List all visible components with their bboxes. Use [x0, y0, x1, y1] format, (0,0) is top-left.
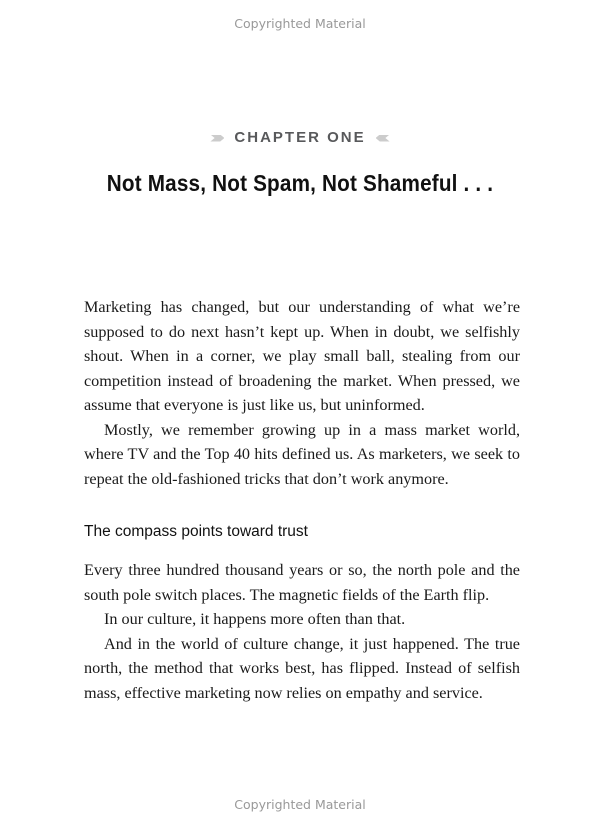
paragraph: Every three hundred thousand years or so, the north pole and the south pole switch places. The magnetic fields of the Earth flip.	[84, 561, 520, 604]
chapter-title: Not Mass, Not Spam, Not Shameful . . .	[106, 170, 494, 196]
ornament-left-arrow-icon	[376, 135, 390, 142]
copyright-watermark-top: Copyrighted Material	[234, 16, 366, 31]
paragraph: Mostly, we remember growing up in a mass market world, where TV and the Top 40 hits defined us. As marketers, we seek to repeat the old-fashioned tricks that don’t work anymore.	[84, 420, 520, 488]
section-1-body	[84, 295, 520, 491]
copyright-watermark-bottom: Copyrighted Material	[234, 797, 366, 812]
chapter-label	[0, 129, 600, 146]
section-2-body	[84, 558, 520, 705]
paragraph: Marketing has changed, but our understanding of what we’re supposed to do next hasn’t kept up. When in doubt, we selfishly shout. When in a corner, we play small ball, stealing from our competition instead of broadening the market. When pressed, we assume that everyone is just like us, but uninformed.	[84, 298, 520, 414]
ornament-right-arrow-icon	[210, 135, 224, 142]
section-heading: The compass points toward trust	[84, 523, 308, 540]
paragraph: And in the world of culture change, it just happened. The true north, the method that works best, has flipped. Instead of selfish mass, effective marketing now relies on empathy and service.	[84, 634, 520, 702]
chapter-label-text: CHAPTER ONE	[234, 129, 366, 146]
paragraph: In our culture, it happens more often than that.	[104, 610, 406, 628]
